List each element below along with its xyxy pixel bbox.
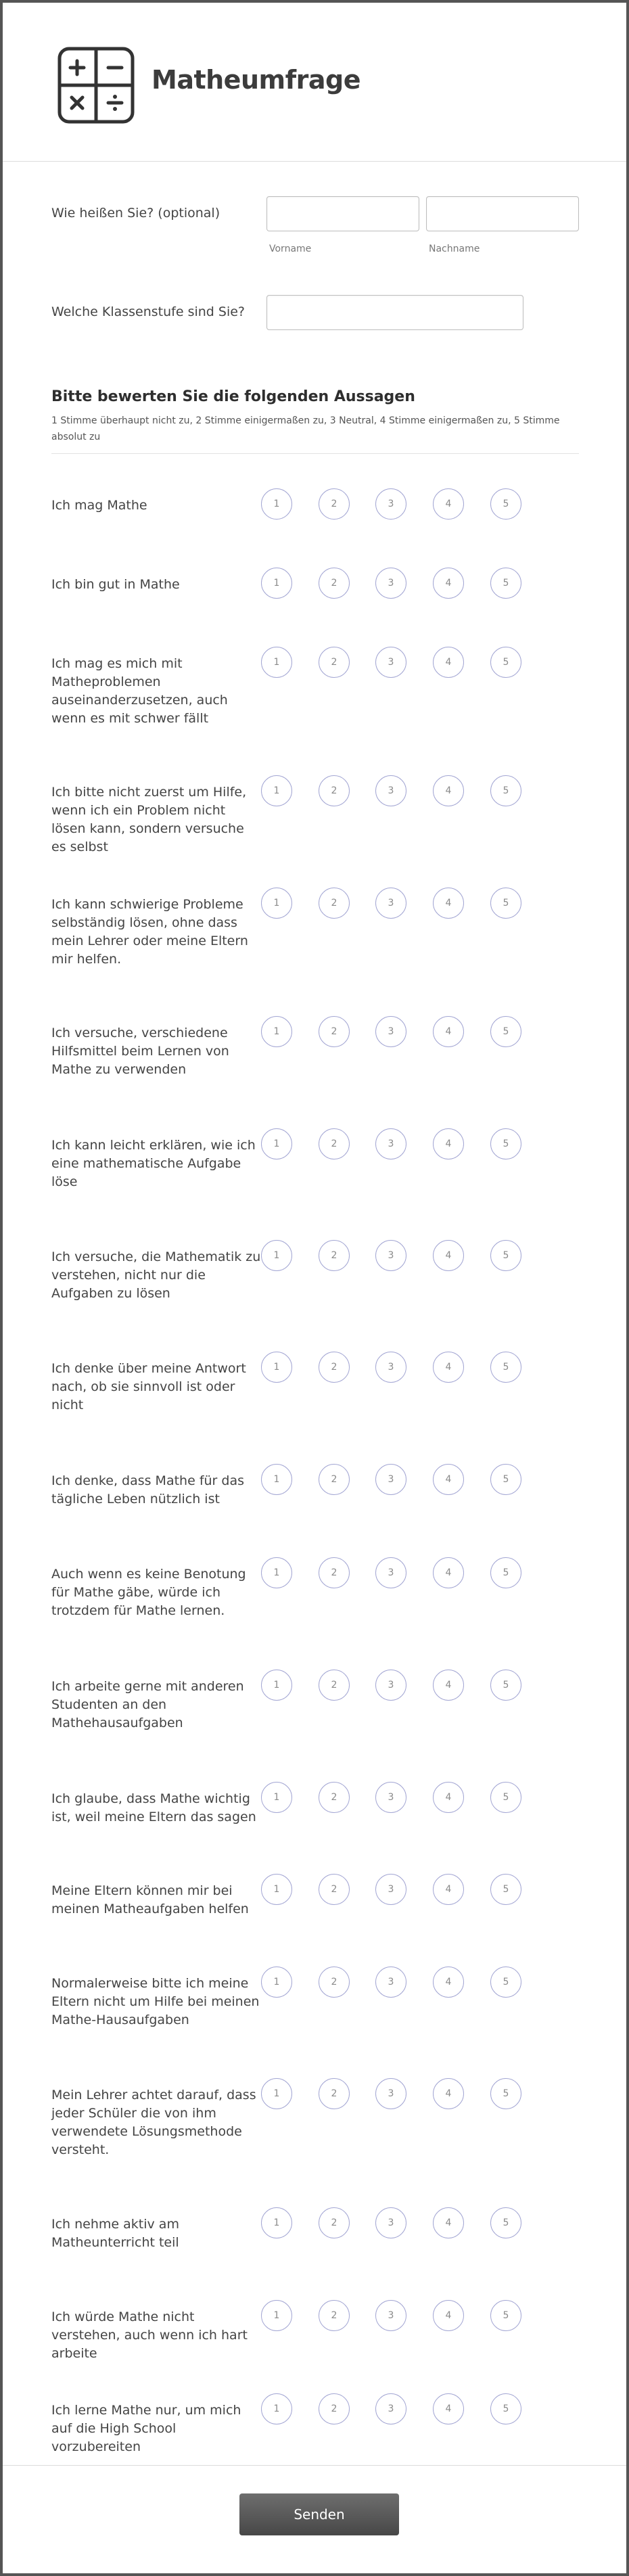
rating-option-5[interactable]: 5 [490, 2078, 521, 2109]
rating-option-3[interactable]: 3 [375, 2300, 406, 2331]
question-text: Ich arbeite gerne mit anderen Studenten an den Mathehausaufgaben [51, 1679, 244, 1730]
rating-option-2[interactable]: 2 [319, 888, 350, 919]
section-description: 1 Stimme überhaupt nicht zu, 2 Stimme einigermaßen zu, 3 Neutral, 4 Stimme einigermaßen zu, 5 Stimme absolut zu [51, 415, 560, 442]
rating-option-5[interactable]: 5 [490, 1874, 521, 1905]
rating-option-3[interactable]: 3 [375, 1464, 406, 1495]
rating-option-5[interactable]: 5 [490, 888, 521, 919]
rating-option-3[interactable]: 3 [375, 1557, 406, 1588]
rating-option-1[interactable]: 1 [261, 2393, 292, 2424]
rating-option-1[interactable]: 1 [261, 2300, 292, 2331]
rating-option-3[interactable]: 3 [375, 2393, 406, 2424]
rating-option-3[interactable]: 3 [375, 1352, 406, 1383]
rating-option-5[interactable]: 5 [490, 2393, 521, 2424]
rating-option-4[interactable]: 4 [433, 775, 464, 806]
rating-option-1[interactable]: 1 [261, 488, 292, 520]
rating-option-5[interactable]: 5 [490, 568, 521, 599]
rating-option-3[interactable]: 3 [375, 568, 406, 599]
rating-option-5[interactable]: 5 [490, 488, 521, 520]
rating-option-3[interactable]: 3 [375, 2207, 406, 2238]
question-text: Ich bitte nicht zuerst um Hilfe, wenn ich ein Problem nicht lösen kann, sondern versuche es selbst [51, 785, 247, 854]
rating-option-5[interactable]: 5 [490, 1557, 521, 1588]
question-text: Ich nehme aktiv am Matheunterricht teil [51, 2217, 179, 2250]
rating-option-5[interactable]: 5 [490, 1128, 521, 1159]
rating-option-5[interactable]: 5 [490, 1670, 521, 1701]
rating-option-4[interactable]: 4 [433, 1557, 464, 1588]
rating-option-4[interactable]: 4 [433, 2207, 464, 2238]
rating-option-2[interactable]: 2 [319, 1782, 350, 1813]
question-text: Ich versuche, verschiedene Hilfsmittel beim Lernen von Mathe zu verwenden [51, 1026, 229, 1077]
rating-option-2[interactable]: 2 [319, 1016, 350, 1047]
question-text: Ich kann leicht erklären, wie ich eine mathematische Aufgabe löse [51, 1138, 256, 1189]
rating-option-4[interactable]: 4 [433, 2078, 464, 2109]
rating-option-4[interactable]: 4 [433, 1016, 464, 1047]
question-text: Normalerweise bitte ich meine Eltern nicht um Hilfe bei meinen Mathe-Hausaufgaben [51, 1976, 260, 2027]
question-text: Ich denke über meine Antwort nach, ob sie sinnvoll ist oder nicht [51, 1361, 246, 1412]
rating-option-3[interactable]: 3 [375, 2078, 406, 2109]
rating-option-2[interactable]: 2 [319, 1670, 350, 1701]
rating-option-1[interactable]: 1 [261, 647, 292, 678]
rating-option-4[interactable]: 4 [433, 1240, 464, 1271]
rating-option-2[interactable]: 2 [319, 1874, 350, 1905]
rating-option-5[interactable]: 5 [490, 2300, 521, 2331]
rating-option-1[interactable]: 1 [261, 2078, 292, 2109]
last-name-sublabel: Nachname [429, 244, 480, 254]
rating-option-2[interactable]: 2 [319, 647, 350, 678]
question-text: Ich kann schwierige Probleme selbständig lösen, ohne dass mein Lehrer oder meine Eltern mir helfen. [51, 897, 248, 967]
rating-option-4[interactable]: 4 [433, 1874, 464, 1905]
rating-option-3[interactable]: 3 [375, 488, 406, 520]
rating-option-5[interactable]: 5 [490, 1352, 521, 1383]
rating-option-2[interactable]: 2 [319, 568, 350, 599]
rating-option-3[interactable]: 3 [375, 1670, 406, 1701]
rating-option-2[interactable]: 2 [319, 2300, 350, 2331]
rating-option-3[interactable]: 3 [375, 1874, 406, 1905]
rating-option-1[interactable]: 1 [261, 775, 292, 806]
first-name-sublabel: Vorname [269, 244, 312, 254]
rating-option-1[interactable]: 1 [261, 888, 292, 919]
rating-option-1[interactable]: 1 [261, 1016, 292, 1047]
question-text: Ich mag Mathe [51, 498, 147, 513]
rating-option-2[interactable]: 2 [319, 1557, 350, 1588]
rating-option-5[interactable]: 5 [490, 1016, 521, 1047]
rating-option-1[interactable]: 1 [261, 1352, 292, 1383]
rating-option-2[interactable]: 2 [319, 2207, 350, 2238]
name-label: Wie heißen Sie? (optional) [51, 206, 220, 221]
rating-option-2[interactable]: 2 [319, 1967, 350, 1998]
rating-option-2[interactable]: 2 [319, 775, 350, 806]
question-text: Ich lerne Mathe nur, um mich auf die High School vorzubereiten [51, 2403, 241, 2454]
rating-option-3[interactable]: 3 [375, 1240, 406, 1271]
last-name-input[interactable] [426, 196, 579, 231]
question-text: Ich würde Mathe nicht verstehen, auch wenn ich hart arbeite [51, 2309, 248, 2361]
rating-option-2[interactable]: 2 [319, 1464, 350, 1495]
rating-option-5[interactable]: 5 [490, 1464, 521, 1495]
rating-option-1[interactable]: 1 [261, 1874, 292, 1905]
rating-option-4[interactable]: 4 [433, 647, 464, 678]
question-text: Auch wenn es keine Benotung für Mathe gäbe, würde ich trotzdem für Mathe lernen. [51, 1567, 246, 1618]
rating-option-1[interactable]: 1 [261, 1782, 292, 1813]
rating-option-3[interactable]: 3 [375, 888, 406, 919]
rating-option-4[interactable]: 4 [433, 488, 464, 520]
question-text: Ich mag es mich mit Matheproblemen auseinanderzusetzen, auch wenn es mit schwer fällt [51, 656, 228, 726]
rating-option-1[interactable]: 1 [261, 1240, 292, 1271]
rating-option-4[interactable]: 4 [433, 568, 464, 599]
rating-option-2[interactable]: 2 [319, 488, 350, 520]
rating-option-3[interactable]: 3 [375, 1128, 406, 1159]
rating-option-1[interactable]: 1 [261, 1967, 292, 1998]
grade-input[interactable] [266, 295, 523, 330]
rating-option-3[interactable]: 3 [375, 1967, 406, 1998]
question-text: Ich bin gut in Mathe [51, 577, 180, 592]
rating-option-3[interactable]: 3 [375, 1016, 406, 1047]
rating-option-3[interactable]: 3 [375, 1782, 406, 1813]
grade-label: Welche Klassenstufe sind Sie? [51, 304, 246, 319]
rating-option-4[interactable]: 4 [433, 1464, 464, 1495]
rating-option-3[interactable]: 3 [375, 647, 406, 678]
rating-option-2[interactable]: 2 [319, 2393, 350, 2424]
section-title: Bitte bewerten Sie die folgenden Aussagen [51, 388, 415, 405]
form-header [3, 3, 626, 162]
question-text: Mein Lehrer achtet darauf, dass jeder Schüler die von ihm verwendete Lösungsmethode versteht. [51, 2088, 256, 2157]
rating-option-1[interactable]: 1 [261, 1464, 292, 1495]
rating-option-5[interactable]: 5 [490, 2207, 521, 2238]
page-title: Matheumfrage [152, 65, 360, 95]
rating-option-5[interactable]: 5 [490, 775, 521, 806]
rating-option-3[interactable]: 3 [375, 775, 406, 806]
rating-option-1[interactable]: 1 [261, 568, 292, 599]
rating-option-1[interactable]: 1 [261, 1670, 292, 1701]
rating-option-2[interactable]: 2 [319, 1352, 350, 1383]
rating-option-4[interactable]: 4 [433, 888, 464, 919]
rating-option-4[interactable]: 4 [433, 1967, 464, 1998]
rating-option-4[interactable]: 4 [433, 1352, 464, 1383]
rating-option-4[interactable]: 4 [433, 1782, 464, 1813]
rating-option-2[interactable]: 2 [319, 1128, 350, 1159]
rating-option-4[interactable]: 4 [433, 1128, 464, 1159]
first-name-input[interactable] [266, 196, 419, 231]
footer-divider [3, 2465, 626, 2466]
rating-option-5[interactable]: 5 [490, 1967, 521, 1998]
question-text: Ich versuche, die Mathematik zu verstehen, nicht nur die Aufgaben zu lösen [51, 1249, 261, 1301]
rating-option-1[interactable]: 1 [261, 1128, 292, 1159]
question-text: Meine Eltern können mir bei meinen Matheaufgaben helfen [51, 1883, 249, 1916]
section-divider [51, 453, 579, 454]
calculator-icon [55, 45, 137, 129]
rating-option-5[interactable]: 5 [490, 1782, 521, 1813]
rating-option-4[interactable]: 4 [433, 2393, 464, 2424]
rating-option-1[interactable]: 1 [261, 1557, 292, 1588]
submit-button[interactable]: Senden [239, 2493, 399, 2535]
rating-option-1[interactable]: 1 [261, 2207, 292, 2238]
rating-option-5[interactable]: 5 [490, 1240, 521, 1271]
rating-option-5[interactable]: 5 [490, 647, 521, 678]
rating-option-2[interactable]: 2 [319, 1240, 350, 1271]
rating-option-4[interactable]: 4 [433, 2300, 464, 2331]
rating-option-4[interactable]: 4 [433, 1670, 464, 1701]
question-text: Ich glaube, dass Mathe wichtig ist, weil meine Eltern das sagen [51, 1791, 256, 1824]
question-text: Ich denke, dass Mathe für das tägliche Leben nützlich ist [51, 1473, 244, 1506]
rating-option-2[interactable]: 2 [319, 2078, 350, 2109]
